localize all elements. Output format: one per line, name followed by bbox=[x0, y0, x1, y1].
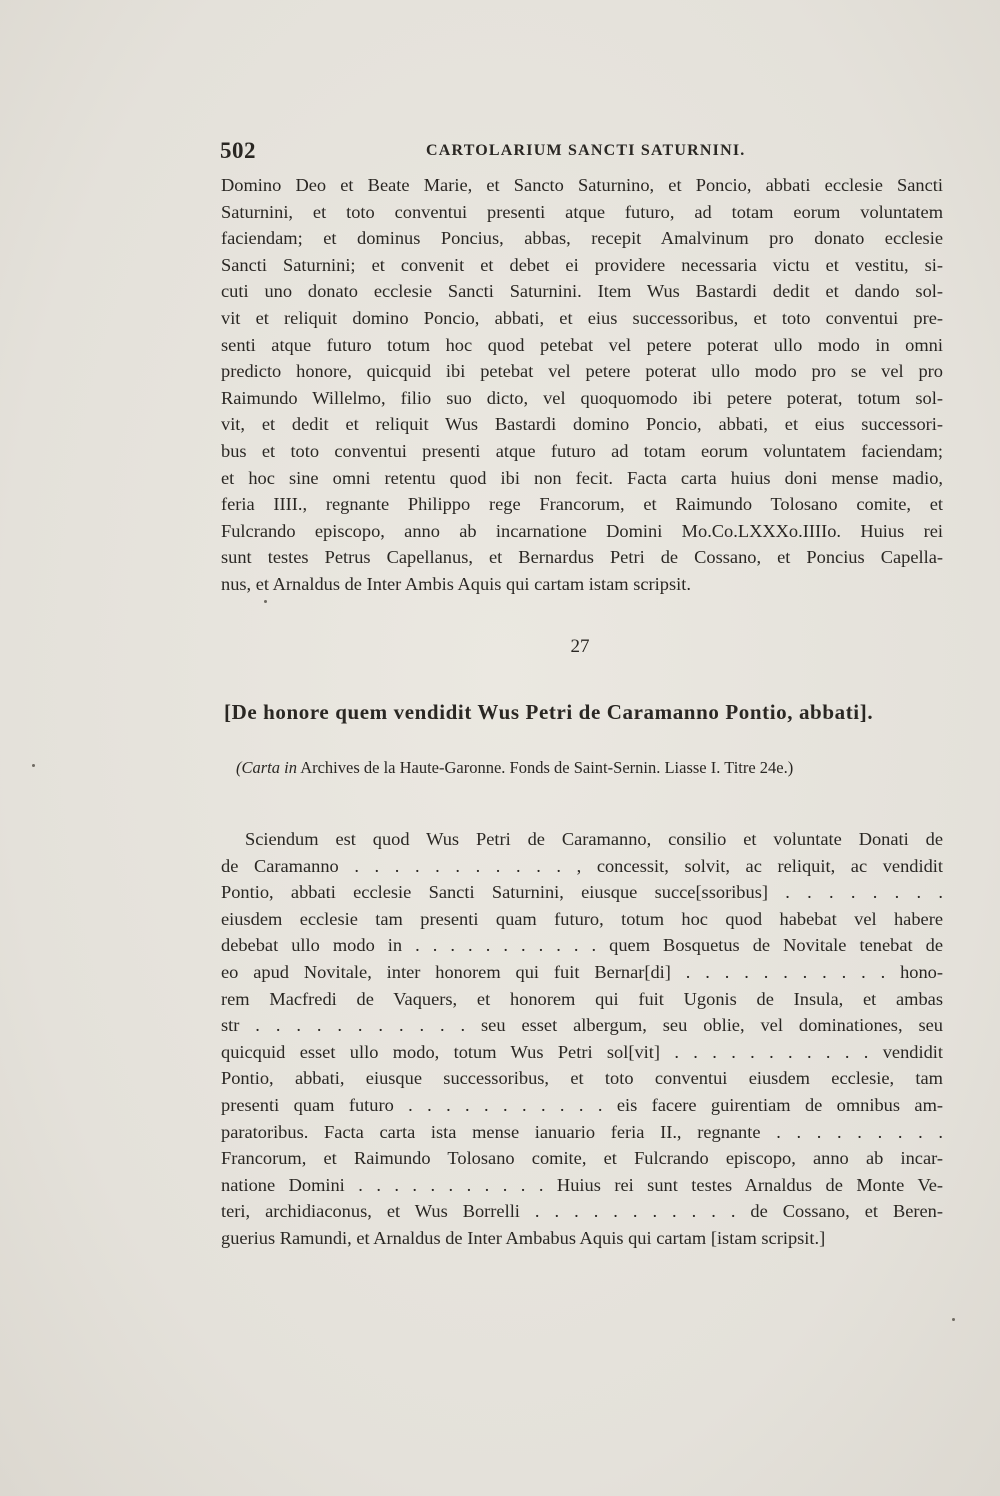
source-note-italic: (Carta in bbox=[236, 758, 297, 777]
text-line: faciendam; et dominus Poncius, abbas, recepit Amalvinum pro donato ecclesie bbox=[221, 228, 943, 249]
page-number: 502 bbox=[220, 138, 256, 163]
text-line: nus, et Arnaldus de Inter Ambis Aquis qui cartam istam scripsit. bbox=[221, 573, 691, 594]
text-line: cuti uno donato ecclesie Sancti Saturnini. Item Wus Bastardi dedit et dando sol- bbox=[221, 281, 943, 302]
paper-speck bbox=[264, 600, 267, 603]
text-line: rem Macfredi de Vaquers, et honorem qui fuit Ugonis de Insula, et ambas bbox=[221, 988, 943, 1009]
text-line: feria IIII., regnante Philippo rege Francorum, et Raimundo Tolosano comite, et bbox=[221, 494, 943, 515]
text-line: Sancti Saturnini; et convenit et debet ei providere necessaria victu et vestitu, si- bbox=[221, 254, 943, 275]
paper-speck bbox=[952, 1318, 955, 1321]
text-line: paratoribus. Facta carta ista mense ianuario feria II., regnante . . . . . . . . . bbox=[221, 1121, 943, 1142]
text-line: Sciendum est quod Wus Petri de Caramanno, consilio et voluntate Donati de bbox=[245, 829, 943, 849]
text-line: Raimundo Willelmo, filio suo dicto, vel quoquomodo ibi petere poterat, totum sol- bbox=[221, 387, 943, 408]
text-line: predicto honore, quicquid ibi petebat vel petere poterat ullo modo pro se vel pro bbox=[221, 361, 943, 382]
text-line: Fulcrando episcopo, anno ab incarnatione Domini Mo.Co.LXXXo.IIIIo. Huius rei bbox=[221, 520, 943, 541]
text-line: Francorum, et Raimundo Tolosano comite, et Fulcrando episcopo, anno ab incar- bbox=[221, 1148, 943, 1169]
text-line: bus et toto conventui presenti atque futuro ad totam eorum voluntatem faciendam; bbox=[221, 440, 943, 461]
text-line: senti atque futuro totum hoc quod petebat vel petere poterat ullo modo in omni bbox=[221, 334, 943, 355]
text-line: presenti quam futuro . . . . . . . . . . . eis facere guirentiam de omnibus am- bbox=[221, 1094, 943, 1115]
source-note bbox=[236, 758, 936, 778]
page-header bbox=[220, 138, 942, 170]
text-line: vit, et dedit et reliquit Wus Bastardi domino Poncio, abbati, et eius successori- bbox=[221, 414, 943, 435]
text-line: Pontio, abbati ecclesie Sancti Saturnini, eiusque succe[ssoribus] . . . . . . . . bbox=[221, 882, 943, 903]
paper-speck bbox=[32, 764, 35, 767]
text-line: sunt testes Petrus Capellanus, et Bernardus Petri de Cossano, et Poncius Capella- bbox=[221, 547, 943, 568]
charter-text-continued bbox=[221, 172, 943, 598]
text-line: str . . . . . . . . . . . seu esset albergum, seu oblie, vel dominationes, seu bbox=[221, 1015, 943, 1036]
text-line: teri, archidiaconus, et Wus Borrelli . . . . . . . . . . . de Cossano, et Beren- bbox=[221, 1201, 943, 1222]
text-line: Saturnini, et toto conventui presenti atque futuro, ad totam eorum voluntatem bbox=[221, 201, 943, 222]
document-title: [De honore quem vendidit Wus Petri de Caramanno Pontio, abbati]. bbox=[224, 700, 874, 724]
text-line: Pontio, abbati, eiusque successoribus, et toto conventui eiusdem ecclesie, tam bbox=[221, 1068, 943, 1089]
text-line: debebat ullo modo in . . . . . . . . . . . quem Bosquetus de Novitale tenebat de bbox=[221, 935, 943, 956]
source-note-text: Archives de la Haute-Garonne. Fonds de Saint-Sernin. Liasse I. Titre 24e.) bbox=[300, 758, 794, 777]
text-line: de Caramanno . . . . . . . . . . . , concessit, solvit, ac reliquit, ac vendidit bbox=[221, 855, 943, 876]
text-line: vit et reliquit domino Poncio, abbati, et eius successoribus, et toto conventui pre- bbox=[221, 307, 943, 328]
charter-text-27 bbox=[221, 826, 943, 1252]
text-line: eiusdem ecclesie tam presenti quam futuro, totum hoc quod habebat vel habere bbox=[221, 908, 943, 929]
text-line: natione Domini . . . . . . . . . . . Huius rei sunt testes Arnaldus de Monte Ve- bbox=[221, 1174, 943, 1195]
chapter-number: 27 bbox=[570, 636, 590, 657]
running-title: CARTOLARIUM SANCTI SATURNINI. bbox=[426, 142, 746, 159]
text-line: guerius Ramundi, et Arnaldus de Inter Ambabus Aquis qui cartam [istam scripsit.] bbox=[221, 1227, 826, 1248]
text-line: Domino Deo et Beate Marie, et Sancto Saturnino, et Poncio, abbati ecclesie Sancti bbox=[221, 175, 943, 195]
text-line: quicquid esset ullo modo, totum Wus Petri sol[vit] . . . . . . . . . . . vendidit bbox=[221, 1041, 943, 1062]
text-line: eo apud Novitale, inter honorem qui fuit Bernar[di] . . . . . . . . . . . hono- bbox=[221, 961, 943, 982]
text-line: et hoc sine omni retentu quod ibi non fecit. Facta carta huius doni mense madio, bbox=[221, 467, 943, 488]
